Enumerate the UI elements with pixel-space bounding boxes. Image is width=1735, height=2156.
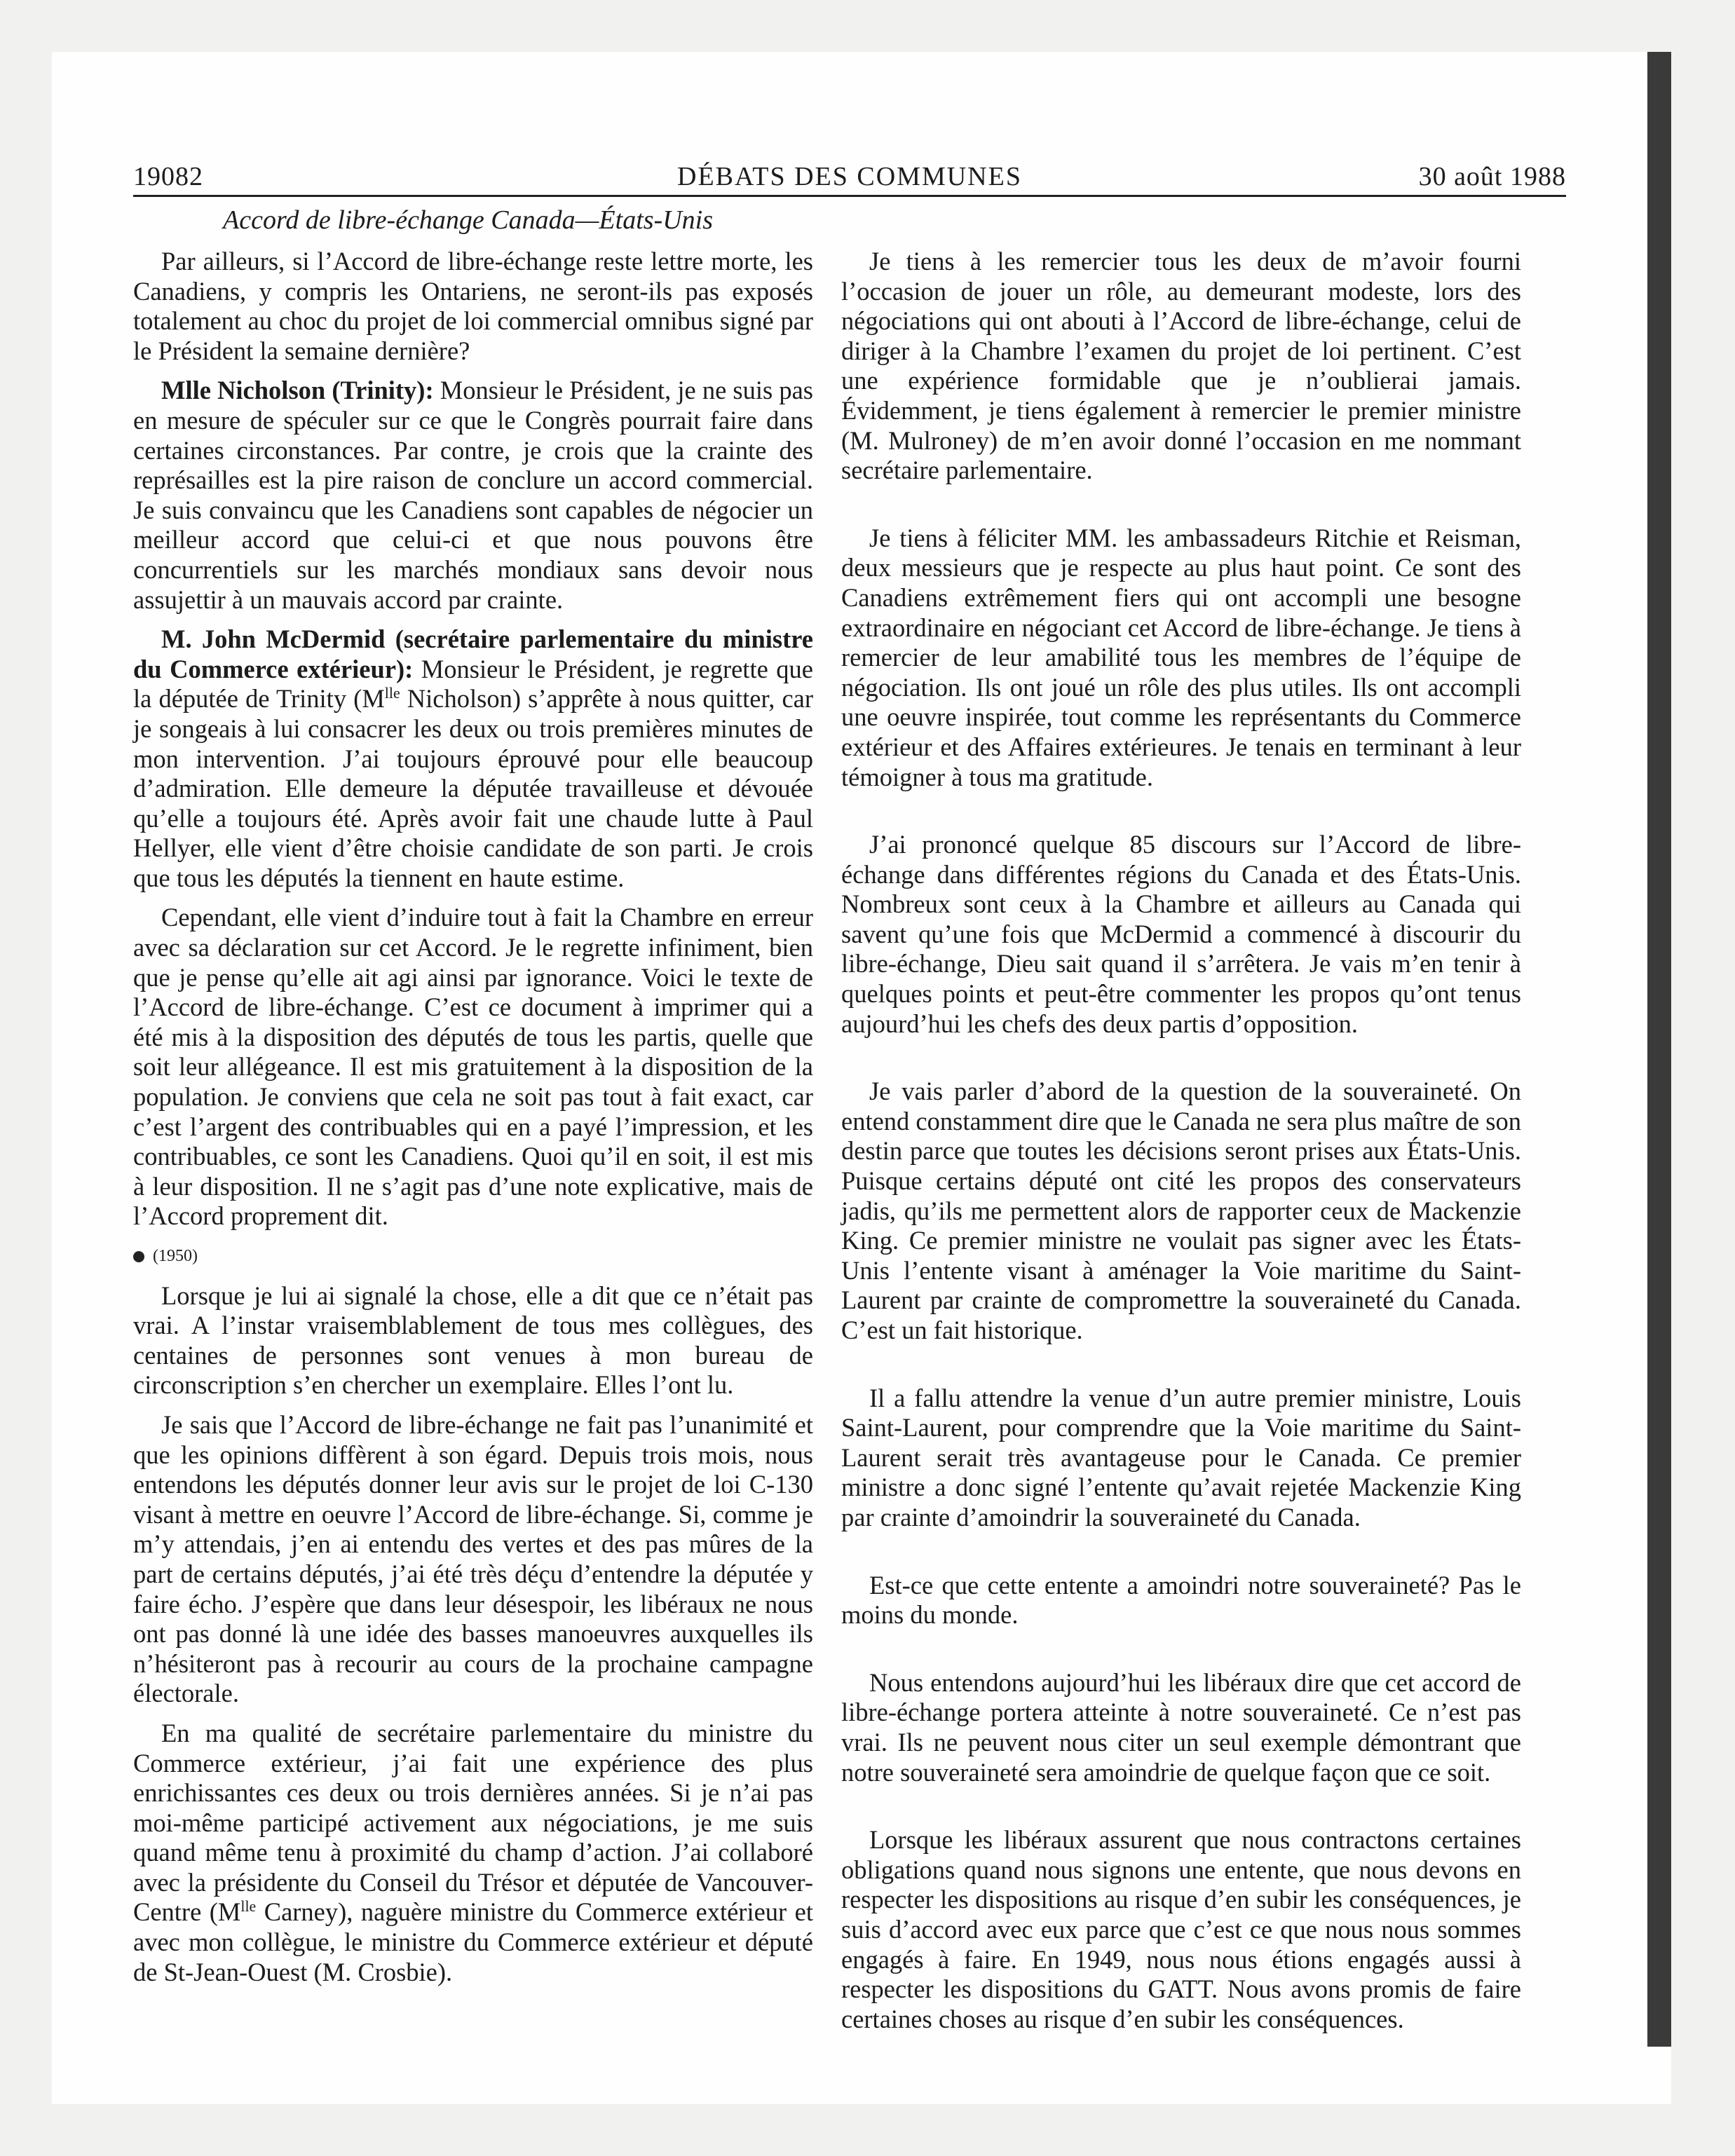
- right-column: [841, 247, 1521, 2072]
- superscript: lle: [384, 684, 400, 702]
- superscript: lle: [240, 1897, 257, 1916]
- speech-text: Carney), naguère ministre du Commerce extérieur et avec mon collègue, le ministre du Commerce extérieur et député de St-Jean-Ouest (M. Crosbie).: [133, 1897, 813, 1986]
- bullet-icon: [133, 1251, 144, 1262]
- time-marker-text: (1950): [153, 1247, 198, 1265]
- paragraph: Je sais que l’Accord de libre-échange ne fait pas l’unanimité et que les opinions diffèrent à son égard. Depuis trois mois, nous entendons les députés donner leur avis sur le projet de loi C-130 visant à mettre en oeuvre l’Accord de libre-échange. Si, comme je m’y attendais, j’en ai entendu des vertes et des pas mûres de la part de certains députés, j’ai été très déçu d’entendre la députée y faire écho. J’espère que dans leur désespoir, les libéraux ne nous ont pas donné là une idée des basses manoeuvres auxquelles ils n’hésiteront pas à recourir au cours de la prochaine campagne électorale.: [133, 1410, 813, 1708]
- paragraph: Lorsque les libéraux assurent que nous contractons certaines obligations quand nous signons une entente, que nous devons en respecter les dispositions au risque d’en subir les conséquences, je suis d’accord avec eux parce que c’est ce que nous nous sommes engagés à faire. En 1949, nous nous étions engagés aussi à respecter les dispositions du GATT. Nous avons promis de faire certaines choses au risque d’en subir les conséquences.: [841, 1825, 1521, 2033]
- paragraph: Je tiens à les remercier tous les deux de m’avoir fourni l’occasion de jouer un rôle, au demeurant modeste, lors des négociations qui ont abouti à l’Accord de libre-échange, celui de diriger à la Chambre l’examen du projet de loi pertinent. C’est une expérience formidable que je n’oublierai jamais. Évidemment, je tiens également à remercier le premier ministre (M. Mulroney) de m’en avoir donné l’occasion en me nommant secrétaire parlementaire.: [841, 247, 1521, 485]
- speech-text: Nicholson) s’apprête à nous quitter, car je songeais à lui consacrer les deux ou trois premières minutes de mon intervention. J’ai toujours éprouvé pour elle beaucoup d’admiration. Elle demeure la députée travailleuse et dévouée qu’elle a toujours été. Après avoir fait une chaude lutte à Paul Hellyer, elle vient d’être choisie candidate de son parti. Je crois que tous les députés la tiennent en haute estime.: [133, 684, 813, 892]
- section-subheading: Accord de libre-échange Canada—États-Unis: [223, 205, 713, 235]
- paragraph: Est-ce que cette entente a amoindri notre souveraineté? Pas le moins du monde.: [841, 1570, 1521, 1630]
- speech-text: Monsieur le Président, je ne suis pas en mesure de spéculer sur ce que le Congrès pourrait faire dans certaines circonstances. Par contre, je crois que la crainte des représailles est la pire raison de conclure un accord commercial. Je suis convaincu que les Canadiens sont capables de négocier un meilleur accord que celui-ci et que nous pouvons être concurrentiels sur les marchés mondiaux sans devoir nous assujettir à un mauvais accord par crainte.: [133, 376, 813, 614]
- speaker-name: M. John McDermid (secrétaire parlementaire du ministre du Commerce extérieur):: [133, 625, 813, 683]
- paragraph: [133, 625, 813, 893]
- paragraph: Je vais parler d’abord de la question de la souveraineté. On entend constamment dire que le Canada ne sera plus maître de son destin parce que toutes les décisions seront prises aux États-Unis. Puisque certains député ont cité les propos des conservateurs jadis, qu’ils me permettent alors de rapporter ceux de Mackenzie King. Ce premier ministre ne voulait pas signer avec les États-Unis l’entente visant à aménager la Voie maritime du Saint-Laurent par crainte de compromettre la souveraineté du Canada. C’est un fait historique.: [841, 1077, 1521, 1344]
- paragraph: Nous entendons aujourd’hui les libéraux dire que cet accord de libre-échange portera atteinte à notre souveraineté. Ce n’est pas vrai. Ils ne peuvent nous citer un seul exemple démontrant que notre souveraineté sera amoindrie de quelque façon que ce soit.: [841, 1667, 1521, 1787]
- publication-date: 30 août 1988: [1418, 162, 1566, 191]
- paragraph: [133, 376, 813, 615]
- scan-binding-edge: [1647, 52, 1671, 2047]
- paragraph: Par ailleurs, si l’Accord de libre-échange reste lettre morte, les Canadiens, y compris les Ontariens, ne seront-ils pas exposés totalement au choc du projet de loi commercial omnibus signé par le Président la semaine dernière?: [133, 247, 813, 365]
- paragraph: J’ai prononcé quelque 85 discours sur l’Accord de libre-échange dans différentes régions du Canada et des États-Unis. Nombreux sont ceux à la Chambre et ailleurs au Canada qui savent qu’une fois que McDermid a commencé à discourir du libre-échange, Dieu sait quand il s’arrêtera. Je vais m’en tenir à quelques points et peut-être commenter les propos qu’ont tenus aujourd’hui les chefs des deux partis d’opposition.: [841, 830, 1521, 1038]
- paragraph: Il a fallu attendre la venue d’un autre premier ministre, Louis Saint-Laurent, pour comprendre que la Voie maritime du Saint-Laurent serait très avantageuse pour le Canada. Ce premier ministre a donc signé l’entente qu’avait rejetée Mackenzie King par crainte d’amoindrir la souveraineté du Canada.: [841, 1383, 1521, 1531]
- paragraph: [133, 1719, 813, 1987]
- page-number: 19082: [133, 162, 203, 191]
- paragraph: Je tiens à féliciter MM. les ambassadeurs Ritchie et Reisman, deux messieurs que je respecte au plus haut point. Ce sont des Canadiens extrêmement fiers qui ont accompli une besogne extraordinaire en négociant cet Accord de libre-échange. Je tiens à remercier de leur amabilité tous les membres de l’équipe de négociation. Ils ont joué un rôle des plus utiles. Ils ont accompli une oeuvre inspirée, tout comme les représentants du Commerce extérieur et des Affaires extérieures. Je tenais en terminant à leur témoigner à tous ma gratitude.: [841, 523, 1521, 791]
- speaker-name: Mlle Nicholson (Trinity):: [161, 376, 434, 405]
- paragraph: Cependant, elle vient d’induire tout à fait la Chambre en erreur avec sa déclaration sur cet Accord. Je le regrette infiniment, bien que je pense qu’elle ait agi ainsi par ignorance. Voici le texte de l’Accord de libre-échange. C’est ce document à imprimer qui a été mis à la disposition des députés de tous les partis, quelle que soit leur allégeance. Il est mis gratuitement à la disposition de la population. Je conviens que cela ne soit pas tout à fait exact, car c’est l’argent des contribuables qui en a payé l’impression, et les contribuables, ce sont les Canadiens. Quoi qu’il en soit, il est mis à leur disposition. Il ne s’agit pas d’une note explicative, mais de l’Accord proprement dit.: [133, 903, 813, 1231]
- running-header: [133, 156, 1566, 197]
- time-marker: [133, 1241, 813, 1271]
- publication-title: DÉBATS DES COMMUNES: [677, 162, 1022, 191]
- speech-text: Monsieur le Président, je regrette que la députée de Trinity (M: [133, 654, 813, 714]
- paragraph: Lorsque je lui ai signalé la chose, elle a dit que ce n’était pas vrai. A l’instar vraisemblablement de tous mes collègues, des centaines de personnes sont venues à mon bureau de circonscription s’en chercher un exemplaire. Elles l’ont lu.: [133, 1281, 813, 1400]
- speech-text: En ma qualité de secrétaire parlementaire du ministre du Commerce extérieur, j’ai fait une expérience des plus enrichissantes ces deux ou trois dernières années. Si je n’ai pas moi-même participé activement aux négociations, je me suis quand même tenu à proximité du champ d’action. J’ai collaboré avec la présidente du Conseil du Trésor et députée de Vancouver-Centre (M: [133, 1718, 813, 1927]
- left-column: [133, 247, 813, 1997]
